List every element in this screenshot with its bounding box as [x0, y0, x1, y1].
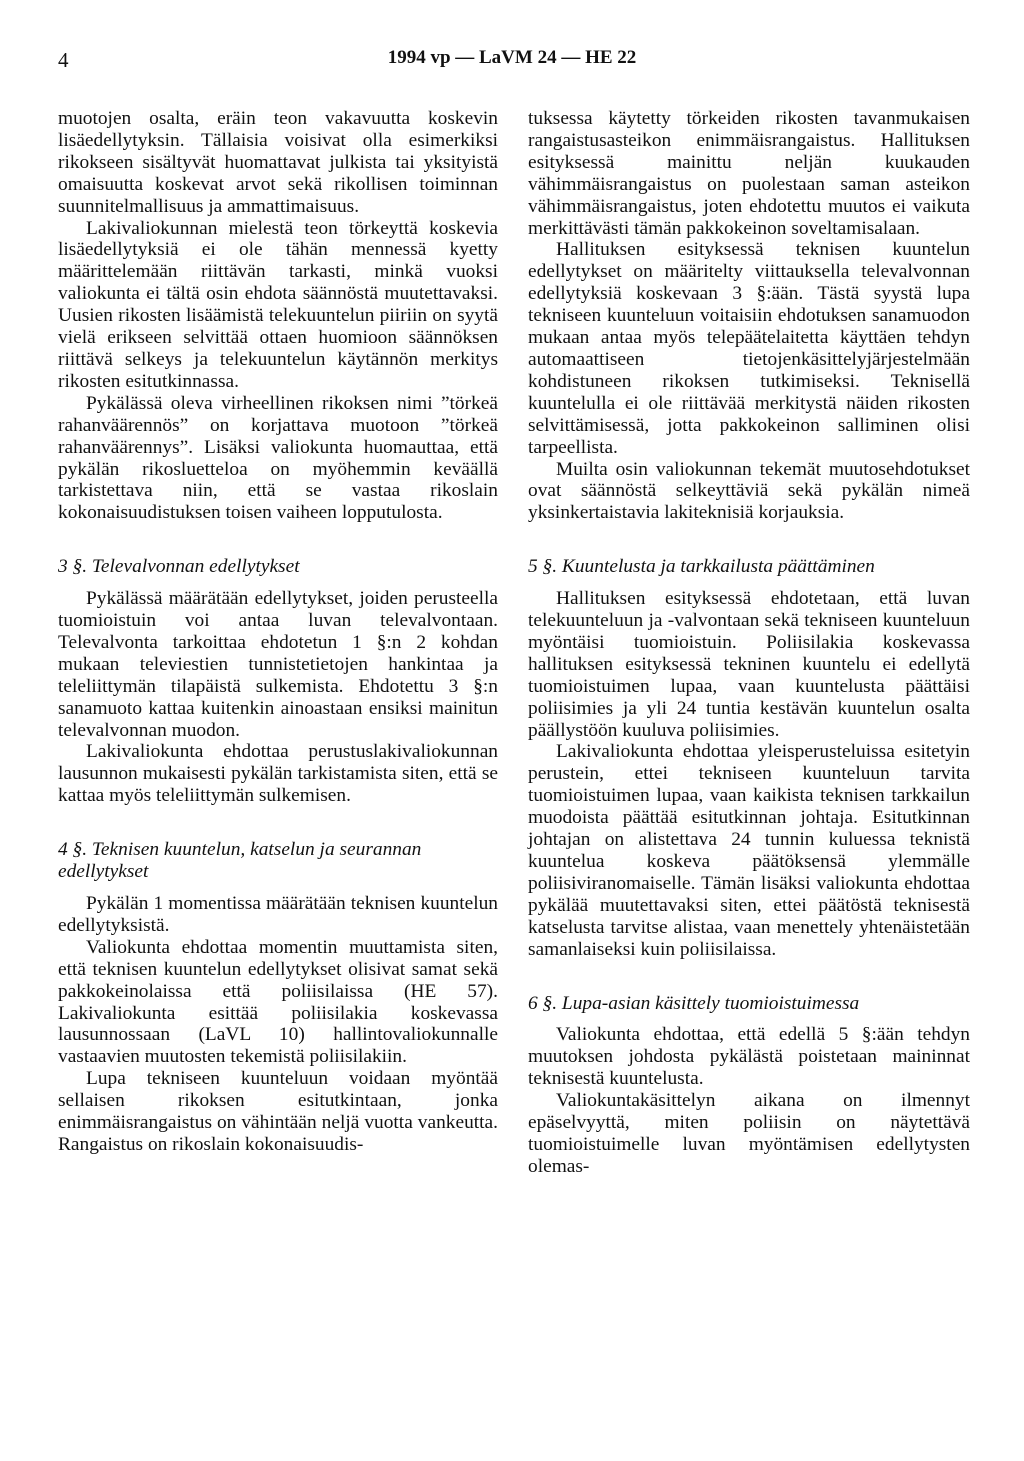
section-heading-4: 4 §. Teknisen kuuntelun, katselun ja seurannan edellytykset — [58, 839, 422, 883]
paragraph: Valiokunta ehdottaa, että edellä 5 §:ään tehdyn muutoksen johdosta pykälästä poistetaan maininnat teknisestä kuuntelusta. — [528, 1024, 970, 1090]
section-heading-5: 5 §. Kuuntelusta ja tarkkailusta päättäminen — [528, 556, 875, 578]
right-column — [528, 108, 970, 1178]
paragraph: Hallituksen esityksessä teknisen kuuntelun edellytykset on määritelty viittauksella televalvonnan edellytyksiä koskevaan 3 §:ään. Tästä syystä lupa tekniseen kuunteluun voitaisiin ehdotuksen sanamuodon mukaan antaa myös telepäätelaitetta käyttäen tehdyn automaattiseen tietojenkäsittelyjärjestelmään kohdistuneen rikoksen tutkimiseksi. Teknisellä kuuntelulla ei ole riittävää merkitystä näiden rikosten selvittämisessä, jotta pakkokeinon salliminen olisi tarpeellista. — [528, 239, 970, 458]
page-number: 4 — [58, 48, 69, 72]
paragraph: Lakivaliokunta ehdottaa yleisperusteluissa esitetyin perustein, ettei tekniseen kuunteluun tarvita tuomioistuimen lupaa, vaan kaikista teknisen tarkkailun muodoista päättää esitutkinnan johtaja. Esitutkinnan johtajan on alistettava 24 tunnin kuluessa teknistä kuuntelua koskeva päätöksensä ylemmälle poliisiviranomaiselle. Tämän lisäksi valiokunta ehdottaa pykälää muutettavaksi siten, ettei päätöstä teknisestä katselusta tarvitse alistaa, vaan menettely yhtenäistetään samanlaiseksi kuin poliisilaissa. — [528, 741, 970, 960]
paragraph: tuksessa käytetty törkeiden rikosten tavanmukaisen rangaistusasteikon enimmäisrangaistus. Hallituksen esityksessä mainittu neljän kuukauden vähimmäisrangaistus on puolestaan saman asteikon vähimmäisrangaistus, joten ehdotettu muutos ei vaikuta merkittävästi tämän pakkokeinon soveltamisalaan. — [528, 108, 970, 239]
paragraph: Pykälässä määrätään edellytykset, joiden perusteella tuomioistuin voi antaa luvan televalvontaan. Televalvonta tarkoittaa ehdotetun 1 §:n 2 kohdan mukaan televiestien tunnistetietojen hankintaa ja teleliittymän tilapäistä sulkemista. Ehdotettu 3 §:n sanamuoto kattaa kuitenkin ainoastaan ensiksi mainitun televalvonnan muodon. — [58, 588, 498, 741]
paragraph: Hallituksen esityksessä ehdotetaan, että luvan telekuunteluun ja -valvontaan sekä tekniseen kuunteluun myöntäisi tuomioistuin. Poliisilakia koskevassa hallituksen esityksessä tekninen kuuntelu ei edellytä tuomioistuimen lupaa, vaan kuuntelusta päättäisi poliisimies ja yli 24 tuntia kestävän kuuntelun osalta päällystöön kuuluva poliisimies. — [528, 588, 970, 741]
section-heading-6: 6 §. Lupa-asian käsittely tuomioistuimessa — [528, 992, 860, 1014]
section-heading-3: 3 §. Televalvonnan edellytykset — [58, 556, 300, 578]
paragraph: Pykälän 1 momentissa määrätään teknisen kuuntelun edellytyksistä. — [58, 893, 498, 936]
running-head: 1994 vp — LaVM 24 — HE 22 — [387, 47, 637, 68]
paragraph: Pykälässä oleva virheellinen rikoksen nimi ”törkeä rahanväärennös” on korjattava muotoon ”törkeä rahanväärennys”. Lisäksi valiokunta huomauttaa, että pykälän rikosluetteloa on myöhemmin keväällä tarkistettava niin, että se vastaa rikoslain kokonaisuudistuksen toisen vaiheen lopputulosta. — [58, 392, 498, 524]
paragraph: Valiokuntakäsittelyn aikana on ilmennyt epäselvyyttä, miten poliisin on näytettävä tuomioistuimelle luvan myöntämisen edellytysten olemas- — [528, 1090, 970, 1177]
paragraph: Lakivaliokunnan mielestä teon törkeyttä koskevia lisäedellytyksiä ei ole tähän mennessä kyetty määrittelemään riittävän tarkasti, minkä vuoksi valiokunta ei tältä osin ehdota säännöstä muutettavaksi. Uusien rikosten lisäämistä telekuuntelun piiriin on syytä vielä erikseen selvittää ottaen huomioon säännöksen riittävä selkeys ja telekuuntelun käytännön merkitys rikosten esitutkinnassa. — [58, 217, 498, 392]
paragraph: muotojen osalta, eräin teon vakavuutta koskevin lisäedellytyksin. Tällaisia voisivat olla esimerkiksi rikokseen sisältyvät huomattavat julkista tai yksityistä omaisuutta koskevat arvot sekä rikollisen toiminnan suunnitelmallisuus ja ammattimaisuus. — [58, 108, 498, 217]
paragraph: Muilta osin valiokunnan tekemät muutosehdotukset ovat säännöstä selkeyttäviä sekä pykälän nimeä yksinkertaistavia lakiteknisiä korjauksia. — [528, 458, 970, 524]
left-column — [58, 108, 498, 1156]
paragraph: Valiokunta ehdottaa momentin muuttamista siten, että teknisen kuuntelun edellytykset olisivat samat sekä pakkokeinolaissa että poliisilaissa (HE 57). Lakivaliokunta esittää poliisilakia koskevassa lausunnossaan (LaVL 10) hallintovaliokunnalle vastaavien muutosten tekemistä poliisilakiin. — [58, 936, 498, 1068]
paragraph: Lupa tekniseen kuunteluun voidaan myöntää sellaisen rikoksen esitutkintaan, jonka enimmäisrangaistus on vähintään neljä vuotta vankeutta. Rangaistus on rikoslain kokonaisuudis- — [58, 1068, 498, 1155]
paragraph: Lakivaliokunta ehdottaa perustuslakivaliokunnan lausunnon mukaisesti pykälän tarkistamista siten, että se kattaa myös teleliittymän sulkemisen. — [58, 741, 498, 807]
